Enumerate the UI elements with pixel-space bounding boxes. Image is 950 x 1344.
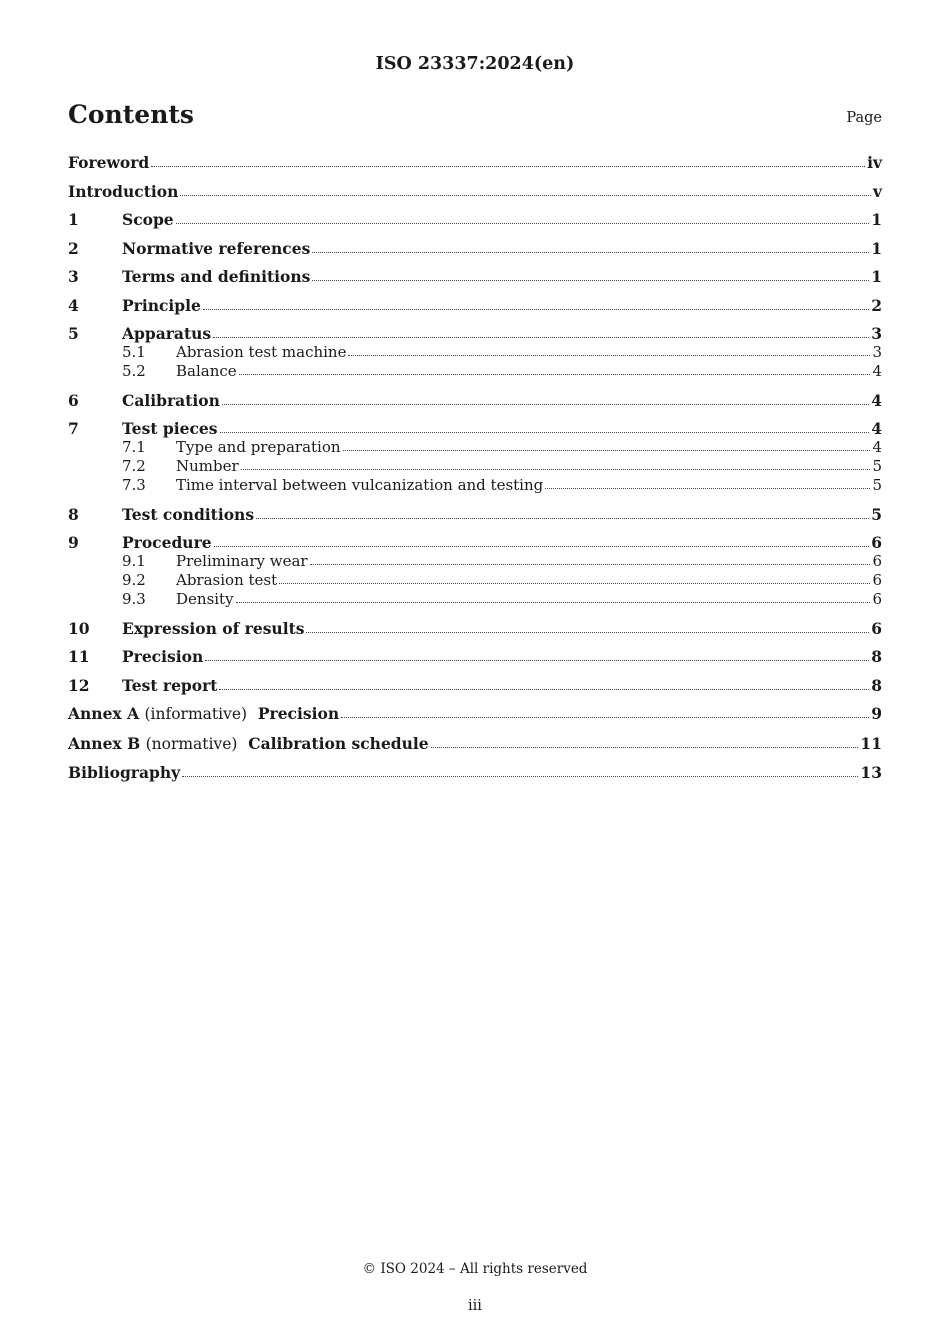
toc-entry-title-text: Apparatus [122,324,212,343]
toc-entry-title-text: Bibliography [68,763,181,782]
annex-qualifier: (normative) [145,734,238,753]
toc-entry[interactable] [68,647,882,666]
toc-entry-title [122,676,217,695]
toc-entry-title-text: Test report [122,675,218,695]
toc-entry-number: 7.3 [122,476,146,494]
toc-entry[interactable] [68,763,882,782]
document-header-id: ISO 23337:2024(en) [375,54,575,74]
toc-subentry[interactable] [68,438,882,457]
toc-entry-page: 8 [871,647,882,666]
toc-subentry[interactable] [68,457,882,476]
toc-entry-page: iv [867,153,882,172]
toc-entry-number: 9.1 [122,552,146,570]
toc-entry-number: 2 [68,238,79,258]
toc-entry-title [176,571,277,590]
toc-entry-title-text: Calibration [122,390,220,410]
toc-entry-title [68,153,149,172]
dot-leader [214,543,870,547]
toc-subentry[interactable] [68,343,882,362]
footer-copyright: © ISO 2024 – All rights reserved [362,1261,588,1277]
dot-leader [306,629,869,633]
toc-entry-title-text: Test conditions [122,504,255,524]
toc-entry-title [122,419,218,438]
dot-leader [312,249,869,253]
toc-entry-title-text: Balance [176,362,237,380]
dot-leader [431,744,859,748]
toc-entry-title-text: Type and preparation [176,438,341,456]
toc-entry-number: 4 [68,295,79,315]
toc-entry[interactable] [68,704,882,724]
toc-entry-number: 5.1 [122,343,146,361]
dot-leader [236,599,871,603]
toc-entry-title [176,590,234,609]
toc-subentry[interactable] [68,571,882,590]
toc-entry[interactable] [68,324,882,343]
toc-subentry[interactable] [68,362,882,381]
dot-leader [222,401,869,405]
toc-entry-title-text: Number [176,457,239,475]
annex-subtitle: Precision [257,704,340,723]
toc-entry-title-text: Test pieces [122,419,218,438]
dot-leader [176,220,870,224]
toc-entry-number: 8 [68,504,79,524]
dot-leader [151,163,865,167]
toc-subentry[interactable] [68,590,882,609]
toc-entry-page: 4 [871,390,882,410]
toc-entry-title [122,296,201,315]
toc-entry-page: 6 [871,618,882,638]
dot-leader [180,192,871,196]
toc-entry[interactable] [68,505,882,524]
dot-leader [256,515,869,519]
dot-leader [545,485,870,489]
toc-entry[interactable] [68,267,882,286]
dot-leader [279,580,870,584]
dot-leader [219,686,869,690]
toc-entry-page: 4 [871,419,882,438]
toc-entry[interactable] [68,533,882,552]
toc-entry-title-text: Foreword [68,153,150,172]
toc-entry-number: 10 [68,618,90,638]
toc-entry-number: 3 [68,267,79,286]
toc-entry-title [68,734,429,754]
toc-entry-title [122,324,211,343]
toc-entry-title [122,533,212,552]
toc-entry-page: 13 [860,763,882,782]
toc-entry-page: 5 [871,504,882,524]
toc-entry-number: 12 [68,675,90,695]
toc-entry-title-text: Normative references [122,238,311,258]
toc-subentry[interactable] [68,552,882,571]
toc-entry-title-text: Abrasion test [176,571,278,589]
toc-entry-page: 8 [871,675,882,695]
dot-leader [241,466,871,470]
toc-entry-page: 3 [871,324,882,343]
toc-entry[interactable] [68,153,882,172]
toc-entry-title [176,343,346,362]
toc-entry-number: 5.2 [122,362,146,380]
toc-entry-page: 1 [871,210,882,229]
toc-entry-page: 5 [872,457,882,475]
page-column-label: Page [846,110,882,126]
toc-entry-page: 6 [872,552,882,570]
toc-entry-title-text: Principle [122,295,201,315]
toc-entry[interactable] [68,239,882,258]
toc-entry-page: v [872,181,882,201]
toc-entry-title [176,438,341,457]
toc-entry-page: 6 [872,571,882,589]
toc-entry-title [68,763,180,782]
dot-leader [310,561,871,565]
annex-qualifier: (informative) [144,705,248,723]
dot-leader [203,306,869,310]
toc-entry-title [176,362,237,381]
toc-entry-title [122,647,203,666]
toc-entry-title [122,210,174,229]
toc-entry[interactable] [68,676,882,695]
toc-entry-number: 7.1 [122,438,146,456]
toc-entry-page: 4 [872,362,882,380]
footer-page-number: iii [468,1298,482,1314]
dot-leader [348,352,870,356]
toc-entry[interactable] [68,419,882,438]
dot-leader [220,429,870,433]
toc-entry-title [68,182,178,201]
toc-entry[interactable] [68,619,882,638]
contents-heading: Contents [68,100,195,129]
toc-entry-title-text: Annex A [68,704,140,723]
toc-entry-page: 4 [872,438,882,456]
toc-entry-number: 9.2 [122,571,146,589]
toc-entry-number: 7 [68,419,79,438]
toc-entry-page: 9 [871,704,882,723]
toc-entry-number: 7.2 [122,457,146,475]
toc-entry-title-text: Preliminary wear [176,552,308,570]
dot-leader [205,657,869,661]
toc-entry[interactable] [68,182,882,201]
toc-entry-title-text: Density [176,590,234,608]
toc-entry-number: 1 [68,210,79,229]
toc-entry[interactable] [68,391,882,410]
toc-entry-title [68,704,339,724]
toc-entry-title [122,619,304,638]
dot-leader [239,371,871,375]
table-of-contents [68,153,882,782]
toc-entry-page: 5 [872,476,882,494]
dot-leader [182,773,858,777]
toc-entry-page: 6 [872,590,882,608]
annex-subtitle: Calibration schedule [248,733,429,753]
toc-entry-page: 6 [871,533,882,552]
toc-entry-title [122,239,310,258]
toc-entry-title-text: Introduction [68,181,179,201]
toc-entry-page: 3 [872,343,882,361]
toc-entry-title-text: Procedure [122,533,212,552]
toc-entry-title [176,552,308,571]
toc-entry-title-text: Terms and definitions [122,267,311,286]
toc-entry[interactable] [68,296,882,315]
toc-entry-number: 9 [68,533,79,552]
toc-entry[interactable] [68,210,882,229]
toc-entry-title-text: Scope [122,210,174,229]
toc-entry-title-text: Annex B [68,733,141,753]
toc-entry-page: 1 [871,267,882,286]
toc-entry-number: 5 [68,324,79,343]
toc-entry-title-text: Precision [122,647,204,666]
toc-entry-page: 1 [871,238,882,258]
toc-entry[interactable] [68,734,882,754]
toc-entry-title [122,391,220,410]
toc-entry-number: 11 [68,647,90,666]
dot-leader [312,277,869,281]
toc-entry-title-text: Time interval between vulcanization and testing [176,476,544,494]
toc-entry-title [122,505,254,524]
toc-entry-number: 9.3 [122,590,146,608]
toc-entry-number: 6 [68,390,79,410]
toc-subentry[interactable] [68,476,882,495]
toc-entry-page: 2 [871,295,882,315]
toc-entry-title-text: Abrasion test machine [176,343,347,361]
toc-entry-title [176,476,543,495]
toc-entry-title-text: Expression of results [122,618,305,638]
dot-leader [341,714,869,718]
toc-entry-page: 11 [860,733,882,753]
toc-entry-title [176,457,239,476]
toc-entry-title [122,267,310,286]
dot-leader [213,334,869,338]
dot-leader [343,447,871,451]
